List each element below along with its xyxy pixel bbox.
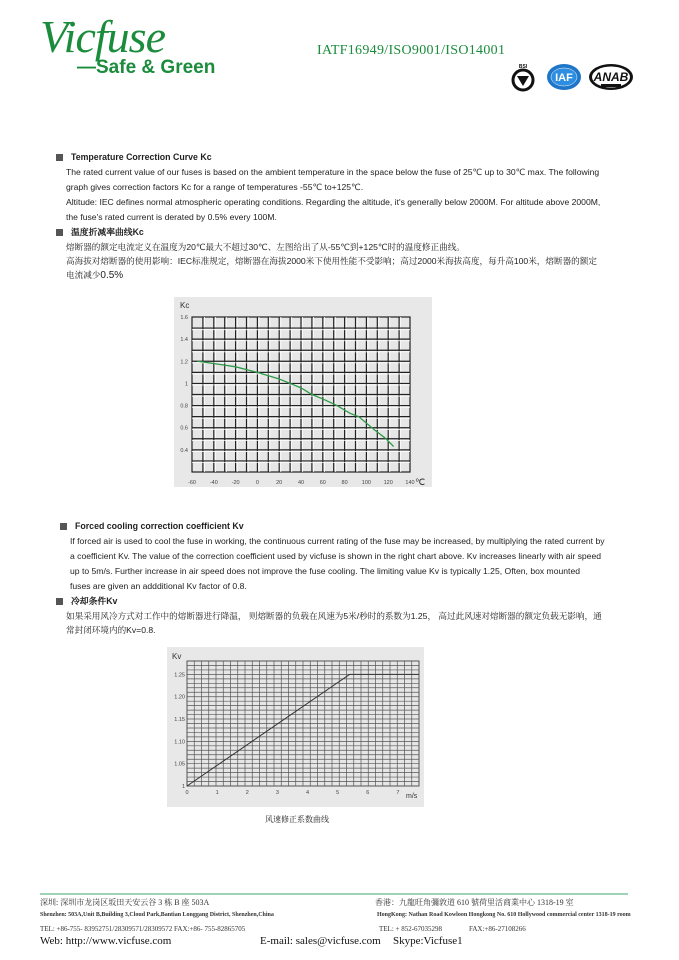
- hongkong-address-cn: 香港：九龍旺角彌敦道 610 號荷里活商業中心 1318-19 室: [375, 898, 574, 907]
- section-kv-chinese: [56, 594, 646, 637]
- section-title: 冷却条件Kv: [71, 596, 118, 606]
- derate-value: 0.5%: [100, 270, 124, 281]
- kc-chart: [174, 297, 432, 487]
- x-tick-label: 3: [275, 790, 279, 796]
- paragraph-line: If forced air is used to cool the fuse in working, the continuous current rating of the fuse may be increased, by multiplying the rated current by: [70, 536, 605, 546]
- y-tick-label: 1.6: [180, 315, 188, 321]
- x-tick-label: 80: [341, 480, 348, 486]
- y-tick-label: 0.4: [180, 447, 188, 454]
- x-tick-label: 6: [366, 790, 370, 796]
- x-tick-label: -20: [231, 480, 240, 486]
- bullet-icon: [56, 229, 63, 236]
- shenzhen-phone: TEL: +86-755- 83952751/28309571/28309572 FAX:+86- 755-82865705: [40, 925, 246, 933]
- bullet-icon: [56, 598, 63, 605]
- anab-logo-icon: [587, 62, 635, 92]
- paragraph-line: a coefficient Kv. The value of the correction coefficient used by vicfuse is shown in the right chart above. Kv increases linearly with air speed: [70, 551, 602, 561]
- x-tick-label: 0: [255, 480, 259, 486]
- svg-text:IAF: IAF: [555, 72, 573, 84]
- paragraph-line: 高海拔对熔断器的使用影响：IEC标准规定，熔断器在海拔2000米下使用性能不受影响；高过2000米海拔高度，每升高100米，熔断器的额定: [66, 256, 597, 266]
- certification-badges: [505, 62, 635, 92]
- vicfuse-logo: Vicfuse: [40, 11, 165, 62]
- kc-chart-panel: [174, 297, 432, 487]
- x-tick-label: -40: [209, 480, 218, 486]
- x-tick-label: 20: [276, 480, 283, 486]
- x-tick-label: 0: [185, 790, 189, 796]
- bullet-icon: [60, 523, 67, 530]
- section-kc-chinese: [56, 225, 646, 283]
- section-title: Temperature Correction Curve Kc: [71, 152, 212, 162]
- y-tick-label: 1.20: [174, 694, 185, 701]
- paragraph-line: the fuse's rated current is derated by 0.5% every 100M.: [66, 212, 277, 222]
- x-tick-label: 4: [305, 790, 310, 796]
- paragraph-line: 电流减少: [66, 270, 101, 280]
- paragraph-line: up to 5m/s. Further increase in air speed does not improve the fuse cooling. The limiting value Kv is typically 1.25, Often, box mounted: [70, 566, 581, 576]
- iaf-logo-icon: [545, 62, 583, 92]
- kv-chart-caption: 风速修正系数曲线: [265, 815, 329, 824]
- website-link[interactable]: Web: http://www.vicfuse.com: [40, 935, 172, 947]
- y-axis-label: Kv: [172, 652, 182, 661]
- x-tick-label: 40: [297, 480, 305, 486]
- x-tick-label: -60: [188, 480, 196, 486]
- hongkong-fax: FAX:+86-27108266: [469, 925, 526, 933]
- certifications-text: IATF16949/ISO9001/ISO14001: [317, 43, 506, 58]
- hongkong-phone: TEL: + 852-67035298: [379, 925, 443, 933]
- paragraph-line: 熔断器的额定电流定义在温度为20℃最大不超过30℃、左图给出了从-55℃到+125℃时的温度修正曲线。: [66, 242, 465, 252]
- paragraph-line: 常封闭环境内的Kv=0.8.: [66, 625, 156, 635]
- section-title: 温度折减率曲线Kc: [71, 227, 144, 237]
- y-axis-label: Kc: [180, 301, 190, 310]
- paragraph-line: 如果采用风冷方式对工作中的熔断器进行降温， 则熔断器的负载在风速为5米/秒时的系数为1.25， 高过此风速对熔断器的额定负载无影响，通: [66, 611, 602, 621]
- x-tick-label: 100: [361, 480, 371, 486]
- paragraph-line: The rated current value of our fuses is based on the ambient temperature in the space below the fuse of 25℃ up to 30℃ max. The following: [66, 167, 600, 177]
- x-tick-label: 5: [336, 790, 340, 796]
- bsi-logo-icon: [505, 62, 541, 92]
- y-tick-label: 1: [181, 784, 185, 790]
- y-tick-label: 1.15: [174, 717, 185, 724]
- kv-chart-panel: [167, 647, 424, 807]
- x-tick-label: 120: [383, 480, 393, 486]
- svg-text:ANAB: ANAB: [593, 70, 629, 84]
- skype-id: Skype:Vicfuse1: [393, 935, 463, 947]
- logo-tagline: —Safe & Green: [77, 57, 216, 78]
- bullet-icon: [56, 154, 63, 161]
- x-tick-label: 1: [215, 790, 219, 796]
- y-tick-label: 1.2: [180, 359, 188, 366]
- y-tick-label: 1: [184, 381, 188, 388]
- y-tick-label: 1.05: [174, 761, 185, 768]
- y-tick-label: 1.4: [180, 337, 188, 344]
- svg-text:BSI: BSI: [518, 64, 528, 70]
- section-kc-english: [56, 150, 646, 225]
- section-title: Forced cooling correction coefficient Kv: [75, 521, 244, 531]
- x-axis-unit-label: ℃: [415, 477, 426, 487]
- paragraph-line: Altitude: IEC defines normal atmospheric operating conditions. Regarding the altitude, it's generally below 2000M. For altitude above 2000M,: [66, 197, 601, 207]
- kv-chart: [167, 647, 424, 807]
- x-axis-unit-label: m/s: [406, 793, 418, 800]
- footer-divider: [40, 893, 628, 895]
- shenzhen-address-cn: 深圳: 深圳市龙岗区坂田天安云谷 3 栋 B 座 503A: [40, 898, 210, 907]
- x-tick-label: 7: [396, 790, 400, 796]
- shenzhen-address-en: Shenzhen: 503A,Unit B,Building 3,Cloud Park,Bantian Longgang District, Shenzhen,China: [40, 912, 274, 918]
- paragraph-line: graph gives correction factors Kc for a range of temperatures -55℃ to+125℃.: [66, 182, 364, 192]
- email-link[interactable]: E-mail: sales@vicfuse.com: [260, 935, 381, 947]
- hongkong-address-en: HongKong: Nathan Road Kowloon Hongkong No. 610 Hollywood commercial center 1318-19 room: [377, 912, 631, 918]
- y-tick-label: 0.6: [180, 425, 188, 432]
- section-kv-english: [60, 519, 642, 594]
- x-tick-label: 140: [405, 480, 415, 486]
- y-tick-label: 1.25: [174, 672, 185, 679]
- paragraph-line: fuses are given an addditional Kv factor of 0.8.: [70, 581, 247, 591]
- x-tick-label: 2: [245, 790, 249, 796]
- y-tick-label: 1.10: [174, 739, 185, 746]
- x-tick-label: 60: [319, 480, 326, 486]
- y-tick-label: 0.8: [180, 403, 188, 410]
